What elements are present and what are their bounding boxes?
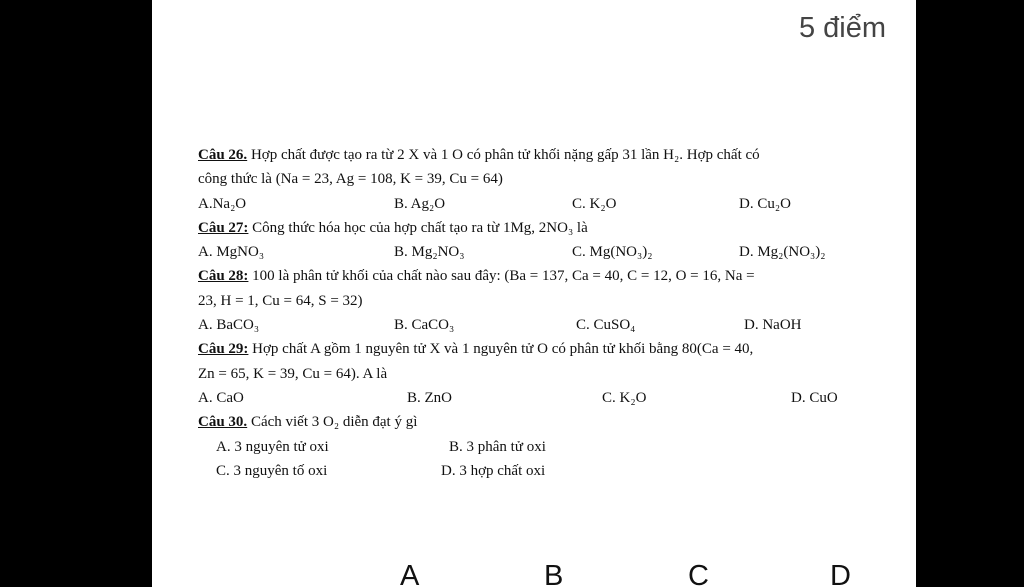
answer-choice-c[interactable]: C [688,560,709,587]
question-text: 23, H = 1, Cu = 64, S = 32) [198,292,363,309]
options-row [198,240,878,264]
option-b[interactable]: B. CaCO₃ [394,317,455,334]
option-a[interactable]: A. 3 nguyên tử oxi [216,438,329,455]
option-c[interactable]: C. 3 nguyên tố oxi [216,462,328,479]
answer-choice-d[interactable]: D [830,560,851,587]
option-b[interactable]: B. Mg₂NO₃ [394,244,465,261]
answer-choices [152,560,916,587]
question-text-line [198,167,878,191]
option-d[interactable]: D. NaOH [744,317,802,334]
option-b[interactable]: B. 3 phân tử oxi [449,438,546,455]
question-27 [198,216,878,240]
option-c[interactable]: C. CuSO₄ [576,317,636,334]
question-text-line [198,362,878,386]
question-text: Cách viết 3 O₂ diễn đạt ý gì [250,414,418,431]
question-number: Câu 26. [198,147,248,163]
option-b[interactable]: B. Ag₂O [394,195,446,212]
points-label: 5 điểm [798,12,886,44]
option-c[interactable]: C. Mg(NO₃)₂ [572,244,653,261]
option-c[interactable]: C. K₂O [572,195,617,212]
option-d[interactable]: D. CuO [791,389,838,406]
options-row [198,386,878,410]
answer-choice-b[interactable]: B [544,560,564,587]
question-number: Câu 30. [198,414,248,431]
question-text: Hợp chất A gồm 1 nguyên tử X và 1 nguyên tử O có phân tử khối bằng 80(Ca = 40, [252,341,754,358]
options-row [198,459,878,483]
question-text: Công thức hóa học của hợp chất tạo ra từ 1Mg, 2NO₃ là [252,219,588,236]
document-page [152,0,916,587]
option-d[interactable]: D. Cu₂O [739,195,791,212]
question-26 [198,143,878,167]
answer-choice-a[interactable]: A [400,560,420,587]
question-28 [198,264,878,288]
question-number: Câu 29: [198,341,249,358]
question-text: Zn = 65, K = 39, Cu = 64). A là [198,365,388,382]
question-30 [198,410,878,434]
option-a[interactable]: A.Na₂O [198,195,247,212]
question-29 [198,337,878,361]
option-a[interactable]: A. CaO [198,389,244,406]
options-row [198,192,878,216]
question-number: Câu 28: [198,268,249,285]
question-text: 100 là phân tử khối của chất nào sau đây: (Ba = 137, Ca = 40, C = 12, O = 16, Na = [252,268,755,285]
question-text: Hợp chất được tạo ra từ 2 X và 1 O có phân tử khối nặng gấp 31 lần H₂. Hợp chất có [250,147,760,163]
options-row [198,435,878,459]
option-c[interactable]: C. K₂O [602,389,647,406]
question-sheet [198,143,878,483]
option-d[interactable]: D. Mg₂(NO₃)₂ [739,244,826,261]
options-row [198,313,878,337]
question-text-line [198,289,878,313]
question-text: công thức là (Na = 23, Ag = 108, K = 39, Cu = 64) [198,171,503,188]
option-d[interactable]: D. 3 hợp chất oxi [441,462,546,479]
option-b[interactable]: B. ZnO [407,389,452,406]
option-a[interactable]: A. BaCO₃ [198,317,260,334]
option-a[interactable]: A. MgNO₃ [198,244,265,261]
question-number: Câu 27: [198,219,249,236]
